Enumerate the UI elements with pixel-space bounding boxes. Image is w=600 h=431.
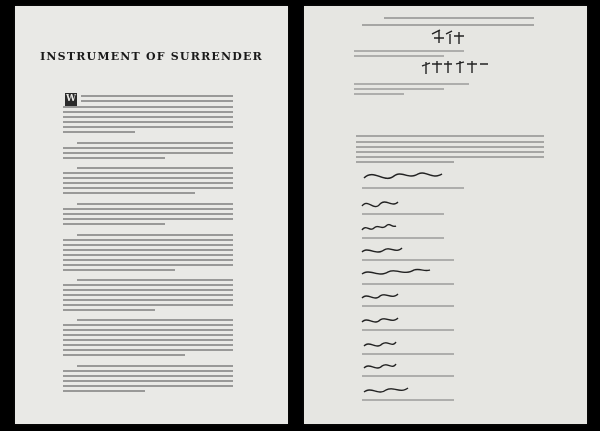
signature-page-content — [304, 6, 587, 424]
japanese-signature-2-mark — [422, 61, 488, 74]
document-page-left — [15, 6, 288, 424]
document-title: INSTRUMENT OF SURRENDER — [40, 50, 263, 63]
document-page-right — [304, 6, 587, 424]
japanese-signature-1-mark — [432, 30, 464, 44]
macarthur-signature-mark — [364, 173, 442, 178]
allied-signature-marks — [362, 202, 430, 392]
drop-cap: W — [65, 94, 77, 104]
body-text-lines — [15, 6, 288, 424]
